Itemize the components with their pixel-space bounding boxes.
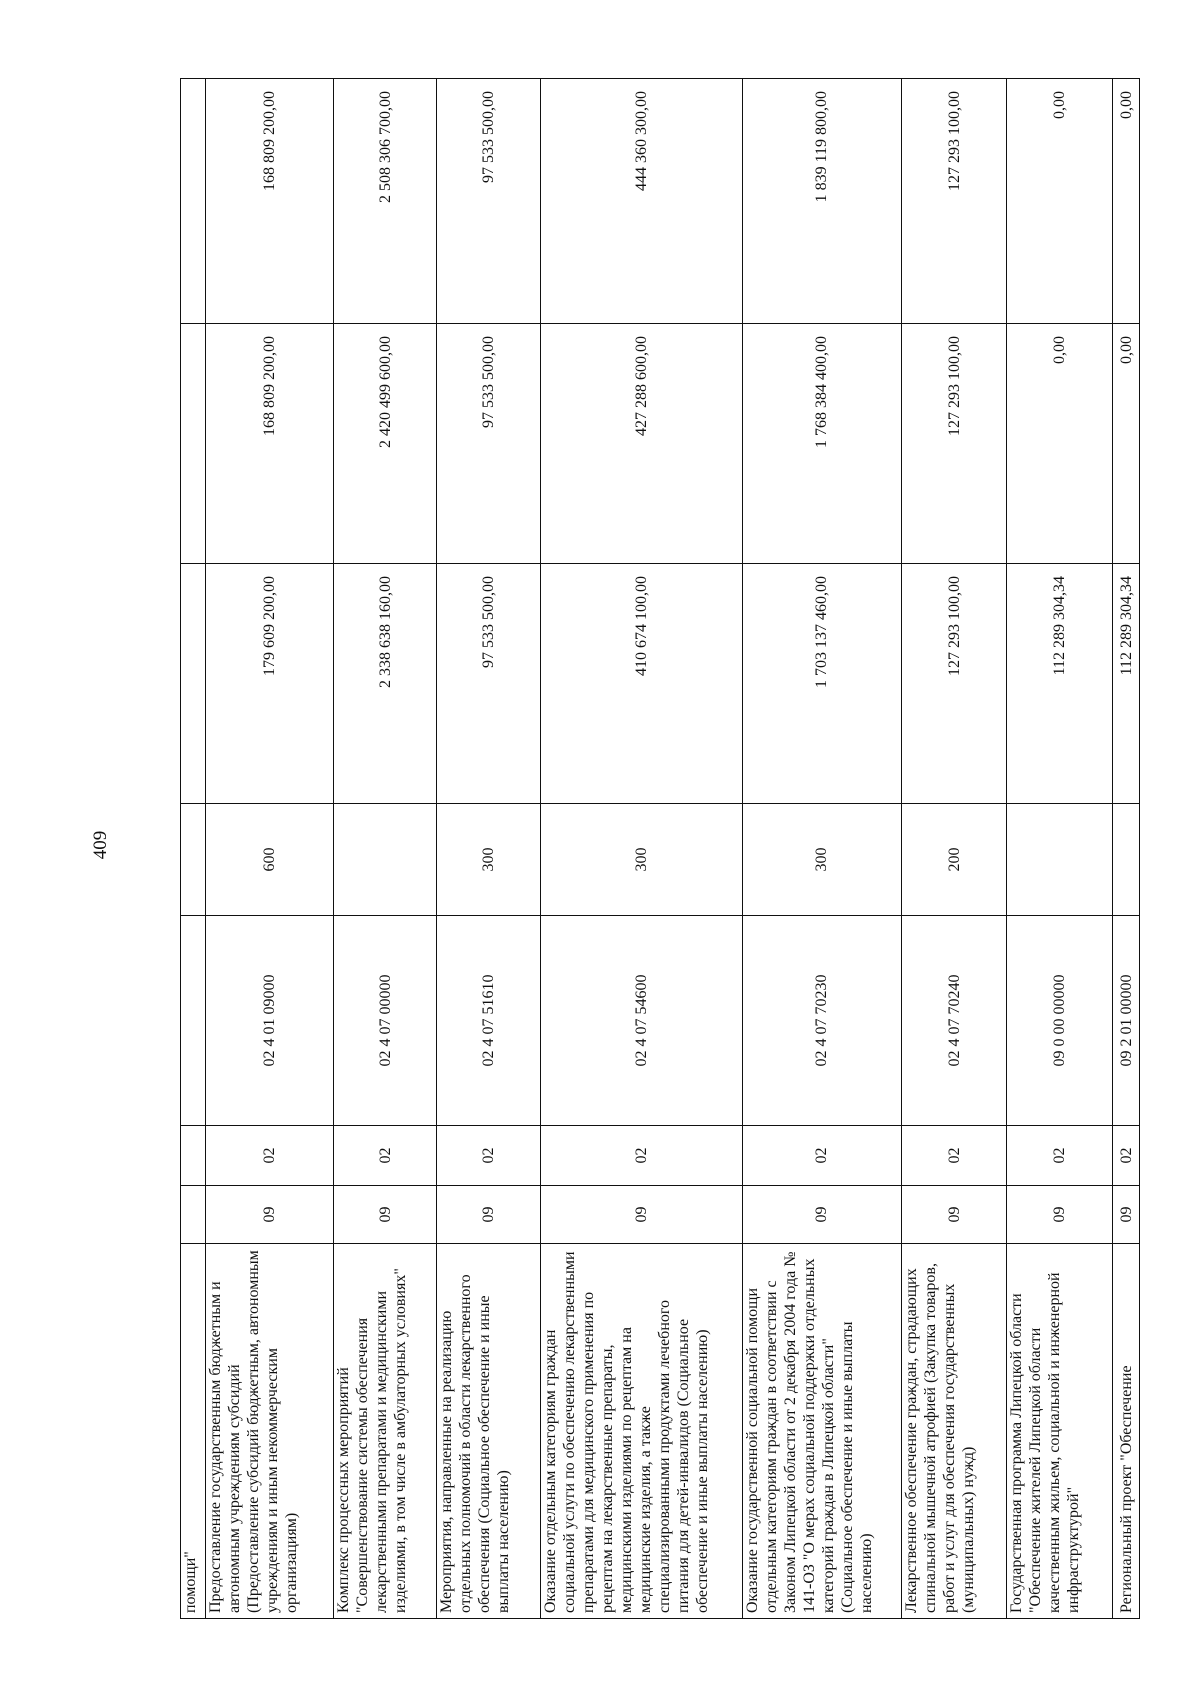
page-number: 409 xyxy=(90,830,111,860)
target-code-cell: 09 2 01 00000 xyxy=(1113,916,1140,1126)
expense-type-cell xyxy=(1007,804,1113,916)
amount-year1-cell: 179 609 200,00 xyxy=(206,564,333,804)
target-code-cell: 02 4 07 70240 xyxy=(901,916,1007,1126)
row-name-cell: Лекарственное обеспечение граждан, страдающих спинальной мышечной атрофией (Закупка товаров, работ и услуг для обеспечения государственных (муниципальных) нужд) xyxy=(901,1244,1007,1619)
expense-type-cell xyxy=(1113,804,1140,916)
amount-year1-cell: 112 289 304,34 xyxy=(1007,564,1113,804)
amount-year2-cell: 127 293 100,00 xyxy=(901,324,1007,564)
amount-year1-cell: 97 533 500,00 xyxy=(437,564,541,804)
amount-year2-cell xyxy=(181,324,206,564)
section-code-cell: 09 xyxy=(333,1186,437,1244)
expense-type-cell xyxy=(181,804,206,916)
subsection-code-cell: 02 xyxy=(1113,1126,1140,1186)
amount-year2-cell: 0,00 xyxy=(1113,324,1140,564)
section-code-cell: 09 xyxy=(1113,1186,1140,1244)
amount-year3-cell: 0,00 xyxy=(1007,79,1113,324)
amount-year2-cell: 0,00 xyxy=(1007,324,1113,564)
expense-type-cell: 600 xyxy=(206,804,333,916)
row-name-cell: Оказание государственной социальной помощи отдельным категориям граждан в соответствии с Законом Липецкой области от 2 декабря 2004 года № 141-ОЗ "О мерах социальной поддержки отдельных категорий граждан в Липецкой области" (Социальное обеспечение и иные выплаты населению) xyxy=(742,1244,901,1619)
table-row xyxy=(206,79,333,1619)
amount-year3-cell: 444 360 300,00 xyxy=(541,79,742,324)
row-name-cell: Оказание отдельным категориям граждан социальной услуги по обеспечению лекарственными препаратами для медицинского применения по рецептам на лекарственные препараты, медицинскими изделиями по рецептам на медицинские изделия, а также специализированными продуктами лечебного питания для детей-инвалидов (Социальное обеспечение и иные выплаты населению) xyxy=(541,1244,742,1619)
amount-year3-cell xyxy=(181,79,206,324)
amount-year3-cell: 127 293 100,00 xyxy=(901,79,1007,324)
amount-year3-cell: 1 839 119 800,00 xyxy=(742,79,901,324)
subsection-code-cell: 02 xyxy=(541,1126,742,1186)
target-code-cell xyxy=(181,916,206,1126)
row-name-cell: Предоставление государственным бюджетным и автономным учреждениям субсидий (Предоставление субсидий бюджетным, автономным учреждениям и иным некоммерческим организациям) xyxy=(206,1244,333,1619)
amount-year1-cell: 127 293 100,00 xyxy=(901,564,1007,804)
expense-type-cell: 300 xyxy=(742,804,901,916)
row-name-cell: Мероприятия, направленные на реализацию отдельных полномочий в области лекарственного обеспечения (Социальное обеспечение и иные выплаты населению) xyxy=(437,1244,541,1619)
amount-year2-cell: 2 420 499 600,00 xyxy=(333,324,437,564)
amount-year2-cell: 1 768 384 400,00 xyxy=(742,324,901,564)
subsection-code-cell: 02 xyxy=(901,1126,1007,1186)
row-name-cell: помощи" xyxy=(181,1244,206,1619)
section-code-cell xyxy=(181,1186,206,1244)
amount-year3-cell: 2 508 306 700,00 xyxy=(333,79,437,324)
section-code-cell: 09 xyxy=(901,1186,1007,1244)
section-code-cell: 09 xyxy=(206,1186,333,1244)
table-row xyxy=(333,79,437,1619)
target-code-cell: 02 4 07 70230 xyxy=(742,916,901,1126)
target-code-cell: 02 4 07 51610 xyxy=(437,916,541,1126)
amount-year1-cell: 2 338 638 160,00 xyxy=(333,564,437,804)
subsection-code-cell: 02 xyxy=(206,1126,333,1186)
section-code-cell: 09 xyxy=(1007,1186,1113,1244)
subsection-code-cell: 02 xyxy=(333,1126,437,1186)
amount-year3-cell: 0,00 xyxy=(1113,79,1140,324)
expense-type-cell: 200 xyxy=(901,804,1007,916)
table-row xyxy=(742,79,901,1619)
table-row xyxy=(901,79,1007,1619)
amount-year1-cell: 112 289 304,34 xyxy=(1113,564,1140,804)
budget-table-container xyxy=(180,79,1140,1619)
expense-type-cell xyxy=(333,804,437,916)
section-code-cell: 09 xyxy=(742,1186,901,1244)
table-row xyxy=(541,79,742,1619)
table-row xyxy=(437,79,541,1619)
section-code-cell: 09 xyxy=(437,1186,541,1244)
subsection-code-cell: 02 xyxy=(1007,1126,1113,1186)
target-code-cell: 09 0 00 00000 xyxy=(1007,916,1113,1126)
row-name-cell: Комплекс процессных мероприятий "Совершенствование системы обеспечения лекарственными препаратами и медицинскими изделиями, в том числе в амбулаторных условиях" xyxy=(333,1244,437,1619)
table-row xyxy=(1113,79,1140,1619)
section-code-cell: 09 xyxy=(541,1186,742,1244)
budget-table xyxy=(180,78,1140,1619)
table-row xyxy=(1007,79,1113,1619)
subsection-code-cell: 02 xyxy=(437,1126,541,1186)
amount-year2-cell: 97 533 500,00 xyxy=(437,324,541,564)
row-name-cell: Региональный проект "Обеспечение xyxy=(1113,1244,1140,1619)
subsection-code-cell: 02 xyxy=(742,1126,901,1186)
amount-year3-cell: 168 809 200,00 xyxy=(206,79,333,324)
table-body xyxy=(181,79,1140,1619)
amount-year2-cell: 427 288 600,00 xyxy=(541,324,742,564)
amount-year2-cell: 168 809 200,00 xyxy=(206,324,333,564)
amount-year3-cell: 97 533 500,00 xyxy=(437,79,541,324)
target-code-cell: 02 4 07 54600 xyxy=(541,916,742,1126)
amount-year1-cell: 1 703 137 460,00 xyxy=(742,564,901,804)
target-code-cell: 02 4 07 00000 xyxy=(333,916,437,1126)
expense-type-cell: 300 xyxy=(437,804,541,916)
subsection-code-cell xyxy=(181,1126,206,1186)
table-row xyxy=(181,79,206,1619)
amount-year1-cell: 410 674 100,00 xyxy=(541,564,742,804)
expense-type-cell: 300 xyxy=(541,804,742,916)
target-code-cell: 02 4 01 09000 xyxy=(206,916,333,1126)
row-name-cell: Государственная программа Липецкой области "Обеспечение жителей Липецкой области качественным жильем, социальной и инженерной инфраструктурой" xyxy=(1007,1244,1113,1619)
amount-year1-cell xyxy=(181,564,206,804)
